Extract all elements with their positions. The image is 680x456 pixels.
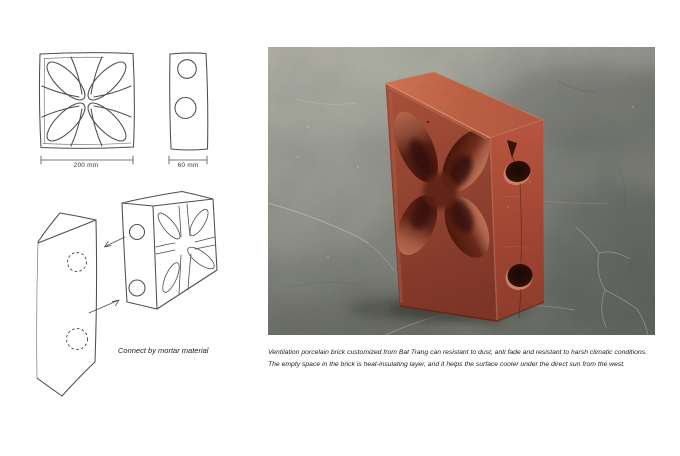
front-view-dimension-label: 200 mm xyxy=(73,162,99,169)
brick-side-face xyxy=(490,120,544,320)
iso-brick-hole xyxy=(129,280,145,296)
wall-block xyxy=(37,213,97,396)
flower-center xyxy=(423,173,457,209)
photo-caption xyxy=(268,347,672,371)
arrow-to-wall xyxy=(105,237,126,247)
iso-brick-hole xyxy=(130,225,145,240)
photo-caption-line-2: The empty space in the brick is heat-insulating layer, and it helps the surface cooler under the direct sun from the west. xyxy=(268,361,626,368)
flower-pattern xyxy=(42,57,132,147)
side-view-dimension-label: 60 mm xyxy=(177,162,199,169)
connection-arrows xyxy=(89,237,125,313)
assembly-annotation: Connect by mortar material xyxy=(118,346,209,355)
arrow-to-brick xyxy=(89,300,119,313)
side-view-hole xyxy=(175,98,196,119)
photo-caption-line-1: Ventilation porcelain brick customized from Bat Trang can resistant to dust, anti fade and resistant to harsh climatic conditions. xyxy=(268,349,647,356)
assembly-sketch xyxy=(28,190,238,405)
front-view-outline xyxy=(39,53,134,149)
side-view-outline xyxy=(170,53,208,150)
sketch-panel xyxy=(0,0,250,456)
side-view-sketch xyxy=(166,48,214,170)
side-view-hole xyxy=(178,60,197,79)
iso-flower-pattern xyxy=(155,204,218,294)
brick-photo xyxy=(268,47,655,335)
mortar-hole-marker xyxy=(67,329,88,350)
iso-brick xyxy=(122,192,217,310)
front-view-sketch xyxy=(33,48,143,170)
mortar-hole-marker xyxy=(68,253,87,272)
